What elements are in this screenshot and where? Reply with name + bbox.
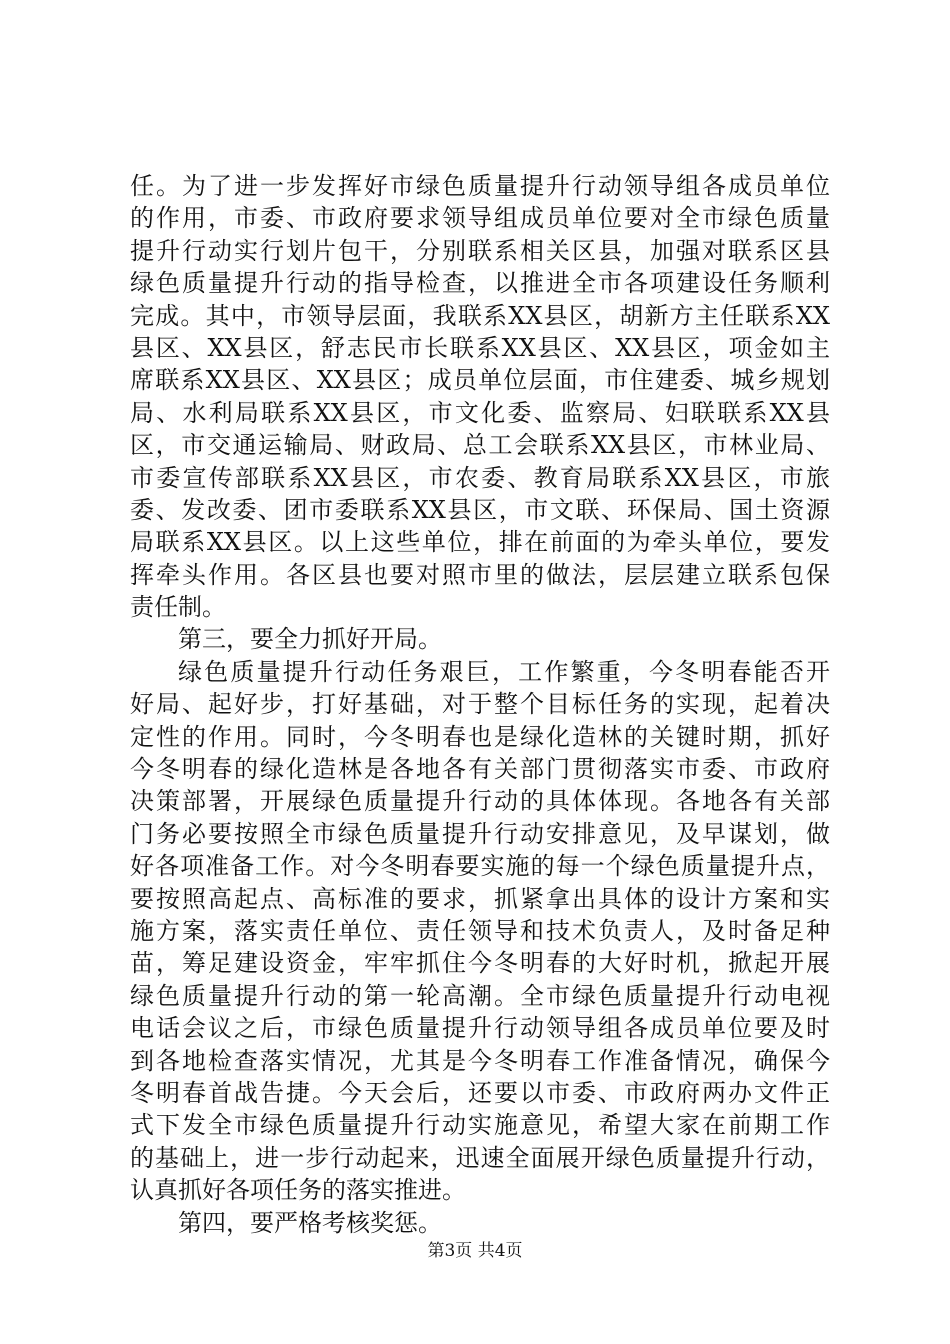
text-line: 第四，要严格考核奖惩。 bbox=[178, 1208, 442, 1237]
text-line: 委、发改委、团市委联系XX县区，市文联、环保局、国土资源 bbox=[130, 495, 830, 524]
text-line: 席联系XX县区、XX县区；成员单位层面，市住建委、城乡规划 bbox=[130, 366, 830, 395]
text-line: 区，市交通运输局、财政局、总工会联系XX县区，市林业局、 bbox=[130, 431, 830, 460]
text-line: 今冬明春的绿化造林是各地各有关部门贯彻落实市委、市政府 bbox=[130, 755, 830, 784]
text-line: 电话会议之后，市绿色质量提升行动领导组各成员单位要及时 bbox=[130, 1014, 830, 1043]
text-line: 苗，筹足建设资金，牢牢抓住今冬明春的大好时机，掀起开展 bbox=[130, 949, 830, 978]
text-line: 的基础上，进一步行动起来，迅速全面展开绿色质量提升行动， bbox=[130, 1143, 830, 1172]
text-line: 绿色质量提升行动的指导检查，以推进全市各项建设任务顺利 bbox=[130, 269, 830, 298]
text-line: 完成。其中，市领导层面，我联系XX县区，胡新方主任联系XX bbox=[130, 301, 830, 330]
text-line: 认真抓好各项任务的落实推进。 bbox=[130, 1176, 466, 1205]
document-body bbox=[130, 170, 830, 1239]
text-line: 定性的作用。同时，今冬明春也是绿化造林的关键时期，抓好 bbox=[130, 722, 830, 751]
text-line: 施方案，落实责任单位、责任领导和技术负责人，及时备足种 bbox=[130, 916, 830, 945]
text-line: 绿色质量提升行动任务艰巨，工作繁重，今冬明春能否开 bbox=[178, 657, 830, 686]
text-line: 好各项准备工作。对今冬明春要实施的每一个绿色质量提升点， bbox=[130, 852, 830, 881]
text-line: 冬明春首战告捷。今天会后，还要以市委、市政府两办文件正 bbox=[130, 1078, 830, 1107]
text-line: 局联系XX县区。以上这些单位，排在前面的为牵头单位，要发 bbox=[130, 528, 830, 557]
text-line: 局、水利局联系XX县区，市文化委、监察局、妇联联系XX县 bbox=[130, 398, 830, 427]
text-line: 的作用，市委、市政府要求领导组成员单位要对全市绿色质量 bbox=[130, 204, 830, 233]
text-line: 县区、XX县区，舒志民市长联系XX县区、XX县区，项金如主 bbox=[130, 333, 830, 362]
text-line: 提升行动实行划片包干，分别联系相关区县，加强对联系区县 bbox=[130, 236, 830, 265]
text-line: 挥牵头作用。各区县也要对照市里的做法，层层建立联系包保 bbox=[130, 560, 830, 589]
text-line: 门务必要按照全市绿色质量提升行动安排意见，及早谋划，做 bbox=[130, 819, 830, 848]
text-line: 决策部署，开展绿色质量提升行动的具体体现。各地各有关部 bbox=[130, 787, 830, 816]
page-footer: 第3页 共4页 bbox=[427, 1241, 523, 1261]
text-line: 责任制。 bbox=[130, 593, 226, 622]
text-line: 好局、起好步，打好基础，对于整个目标任务的实现，起着决 bbox=[130, 690, 830, 719]
text-line: 任。为了进一步发挥好市绿色质量提升行动领导组各成员单位 bbox=[130, 172, 830, 200]
text-line: 第三，要全力抓好开局。 bbox=[178, 625, 442, 654]
text-line: 绿色质量提升行动的第一轮高潮。全市绿色质量提升行动电视 bbox=[130, 981, 830, 1010]
text-line: 式下发全市绿色质量提升行动实施意见，希望大家在前期工作 bbox=[130, 1111, 830, 1140]
text-line: 到各地检查落实情况，尤其是今冬明春工作准备情况，确保今 bbox=[130, 1046, 830, 1075]
text-line: 要按照高起点、高标准的要求，抓紧拿出具体的设计方案和实 bbox=[130, 884, 830, 913]
text-line: 市委宣传部联系XX县区，市农委、教育局联系XX县区，市旅 bbox=[130, 463, 830, 492]
